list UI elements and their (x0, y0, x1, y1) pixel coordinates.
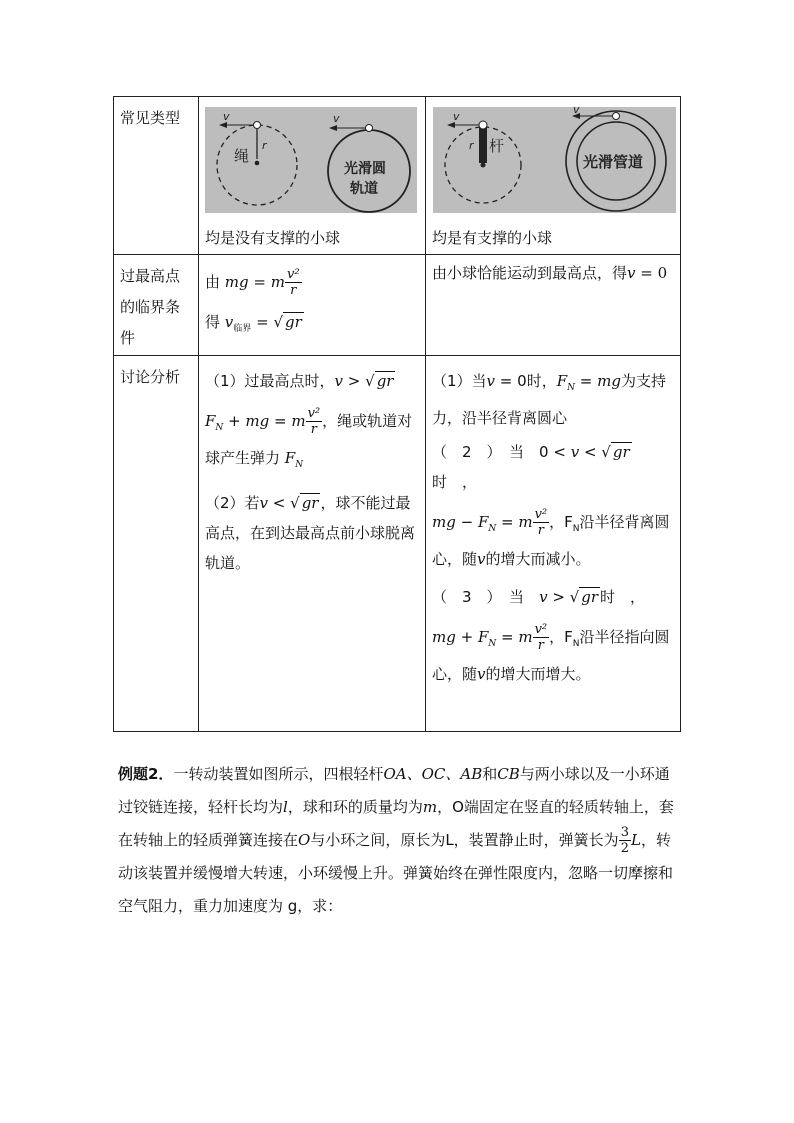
svg-text:v: v (223, 110, 230, 123)
svg-text:光滑管道: 光滑管道 (583, 153, 644, 171)
svg-text:r: r (469, 139, 474, 152)
comparison-table (113, 96, 681, 732)
example-title: 例题2． (118, 765, 174, 783)
row3-right-cell (426, 356, 681, 732)
rod-tube-svg (433, 107, 676, 213)
svg-text:v: v (333, 112, 340, 125)
rope-track-figure (205, 107, 417, 213)
caption-no-support: 均是没有支撑的小球 (205, 229, 341, 247)
row1-right-cell (426, 97, 681, 255)
row2-right-cell (426, 255, 681, 356)
critical-condition-right: 由小球恰能运动到最高点，得v = 0 (432, 264, 668, 282)
row3-left-cell (199, 356, 426, 732)
discussion-left: （1）过最高点时，v > √ gr $F_N$ + mg = m $\frac{\text{v²}}{r}$ ，绳或轨道对球产生弹力 $F_N$ （2）若v < √ gr ，球不能过最高点，在到达最高点前小球脱离轨道。 (205, 372, 416, 572)
rod-tube-figure (433, 107, 676, 213)
svg-text:光滑圆: 光滑圆 (344, 161, 386, 177)
svg-text:v: v (573, 107, 580, 116)
example-2-paragraph: 例题2．一转动装置如图所示，四根轻杆OA、OC、AB和CB与两小球以及一小环通过铰链连接，轻杆长均为l，球和环的质量均为m，O端固定在竖直的轻质转轴上，套在转轴上的轻质弹簧连接在O与小环之间，原长为L，装置静止时，弹簧长为 $\frac{3}{2}$ L，转动该装置并缓慢增大转速，小环缓慢上升。弹簧始终在弹性限度内，忽略一切摩擦和空气阻力，重力加速度为 g，求： (118, 765, 674, 915)
caption-with-support: 均是有支撑的小球 (432, 229, 553, 247)
svg-text:轨道: 轨道 (350, 181, 378, 197)
rope-track-svg (205, 107, 417, 213)
row1-label-cell (114, 97, 199, 255)
svg-text:绳: 绳 (234, 147, 250, 165)
fraction-3-2: $\frac{3}{2}$ (620, 825, 629, 856)
row3-label-cell (114, 356, 199, 732)
svg-text:v: v (453, 110, 460, 123)
svg-text:r: r (262, 139, 267, 152)
row3-label: 讨论分析 (120, 368, 181, 386)
critical-condition-left: 由 mg = m $\frac{\text{v²}}{r}$ 得 $v_{临界}$ = √ gr (205, 267, 302, 334)
row2-label: 过最高点的临界条件 (120, 267, 181, 347)
row2-left-cell (199, 255, 426, 356)
row1-left-cell (199, 97, 426, 255)
discussion-right: （1）当v = 0时，$F_N$ = mg为支持力，沿半径背离圆心 （ 2 ） 当 0 < v < √ gr时 ， mg − $F_N = m$ $\frac{\text{v²}}{r}$ ，$F_N$沿半径背离圆心，随v的增大而减小。 （ 3 ） 当 v > √ gr 时 ， mg + $F_N = m$ $\frac{\text{v²}}{r}$ ，$F_N$沿半径指向圆心，随v的增大而增大。 (432, 372, 670, 683)
svg-text:杆: 杆 (489, 137, 505, 155)
row1-label: 常见类型 (120, 109, 181, 127)
row2-label-cell (114, 255, 199, 356)
